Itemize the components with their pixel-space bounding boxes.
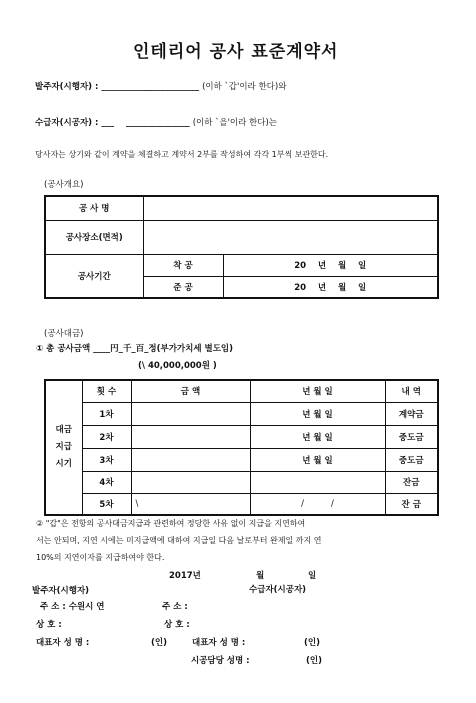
owner-blank[interactable]: _______________________ bbox=[101, 82, 200, 92]
row-amount[interactable] bbox=[131, 425, 250, 448]
period-label: 공사기간 bbox=[45, 254, 143, 298]
row-content: 중도금 bbox=[385, 448, 438, 471]
side-label-1: 대금 bbox=[55, 425, 72, 435]
row-date[interactable]: 년 월 일 bbox=[250, 448, 385, 471]
end-label: 준 공 bbox=[143, 276, 223, 298]
contractor-line bbox=[35, 116, 277, 128]
owner-rep: 대표자 성 명 : bbox=[36, 638, 90, 648]
clause2-line1: ② "갑"은 전항의 공사대금지급과 관련하여 정당한 사유 없이 지급을 지연하여 bbox=[36, 519, 306, 528]
contractor-title: 수급자(시공자) bbox=[249, 585, 307, 595]
end-date[interactable]: 20 년 월 일 bbox=[223, 276, 438, 298]
row-count: 3차 bbox=[82, 448, 131, 471]
owner-label: 발주자(시행자) : bbox=[35, 82, 99, 92]
total-line bbox=[36, 342, 233, 354]
header-amount: 금 액 bbox=[131, 380, 250, 402]
table-row bbox=[45, 471, 438, 493]
header-count: 횟 수 bbox=[82, 380, 131, 402]
table-row bbox=[45, 448, 438, 471]
header-date: 년 월 일 bbox=[250, 380, 385, 402]
row-content: 중도금 bbox=[385, 425, 438, 448]
owner-seal: (인) bbox=[151, 638, 167, 648]
name-value[interactable] bbox=[143, 196, 438, 220]
contractor-rep: 대표자 성 명 : bbox=[192, 638, 246, 648]
row-date[interactable]: / / bbox=[250, 493, 385, 515]
contractor-blank[interactable]: ___ _______________ bbox=[101, 118, 190, 128]
side-label-3: 시기 bbox=[55, 459, 72, 469]
contractor-label: 수급자(시공자) : bbox=[35, 118, 99, 128]
row-count: 5차 bbox=[82, 493, 131, 515]
owner-address-label: 주 소 : bbox=[40, 602, 66, 612]
row-count: 2차 bbox=[82, 425, 131, 448]
owner-trade-label: 상 호 : bbox=[36, 620, 62, 630]
header-content: 내 역 bbox=[385, 380, 438, 402]
site-manager-seal: (인) bbox=[306, 656, 322, 666]
owner-line bbox=[35, 80, 286, 92]
clause2-line2: 서는 안되며, 지연 시에는 미지급액에 대하여 지급일 다음 날로부터 완제일 까지 연 bbox=[36, 536, 322, 545]
page-title: 인테리어 공사 표준계약서 bbox=[133, 42, 339, 62]
row-content: 잔금 bbox=[385, 471, 438, 493]
overview-heading: (공사개요) bbox=[44, 180, 84, 190]
name-label: 공 사 명 bbox=[45, 196, 143, 220]
start-date[interactable]: 20 년 월 일 bbox=[223, 254, 438, 276]
row-date[interactable]: 년 월 일 bbox=[250, 425, 385, 448]
start-label: 착 공 bbox=[143, 254, 223, 276]
owner-address-value[interactable]: 수원시 연 bbox=[68, 602, 105, 612]
side-label-2: 지급 bbox=[55, 442, 72, 452]
contractor-trade bbox=[164, 618, 190, 630]
payment-table bbox=[44, 379, 439, 516]
table-row bbox=[45, 425, 438, 448]
total-units: 円_千_百_정(부가가치세 별도임) bbox=[110, 344, 234, 354]
row-amount[interactable] bbox=[131, 448, 250, 471]
total-label: ① 총 공사금액 ____ bbox=[36, 344, 111, 354]
contractor-address bbox=[162, 600, 188, 612]
intro-text: 당사자는 상기와 같이 계약을 체결하고 계약서 2부를 작성하여 각각 1부씩 보관한다. bbox=[35, 150, 329, 159]
row-amount[interactable]: \ bbox=[131, 493, 250, 515]
sign-month: 월 bbox=[256, 571, 265, 581]
table-row bbox=[45, 493, 438, 515]
sign-day: 일 bbox=[308, 571, 317, 581]
row-date[interactable] bbox=[250, 471, 385, 493]
owner-suffix: (이하 `갑'이라 한다)와 bbox=[202, 82, 287, 92]
owner-address bbox=[40, 600, 105, 612]
contractor-suffix: (이하 `을'이라 한다)는 bbox=[192, 118, 277, 128]
row-amount[interactable] bbox=[131, 471, 250, 493]
row-count: 4차 bbox=[82, 471, 131, 493]
contractor-address-label: 주 소 : bbox=[162, 602, 188, 612]
site-value[interactable] bbox=[143, 220, 438, 254]
contractor-trade-label: 상 호 : bbox=[164, 620, 190, 630]
row-date[interactable]: 년 월 일 bbox=[250, 402, 385, 425]
payment-heading: (공사대금) bbox=[44, 329, 84, 339]
payment-side-label bbox=[45, 380, 82, 515]
total-amount: (\ 40,000,000원 ) bbox=[138, 361, 217, 371]
row-content: 잔 금 bbox=[385, 493, 438, 515]
row-count: 1차 bbox=[82, 402, 131, 425]
owner-trade bbox=[36, 618, 62, 630]
table-row bbox=[45, 402, 438, 425]
site-label: 공사장소(면적) bbox=[45, 220, 143, 254]
contractor-seal: (인) bbox=[304, 638, 320, 648]
site-manager: 시공담당 성명 : bbox=[191, 656, 250, 666]
clause2-line3: 10%의 지연이자를 지급하여야 한다. bbox=[36, 553, 165, 562]
row-content: 계약금 bbox=[385, 402, 438, 425]
sign-year: 2017년 bbox=[169, 571, 201, 581]
row-amount[interactable] bbox=[131, 402, 250, 425]
owner-title: 발주자(시행자) bbox=[32, 586, 90, 596]
overview-table bbox=[44, 195, 439, 299]
